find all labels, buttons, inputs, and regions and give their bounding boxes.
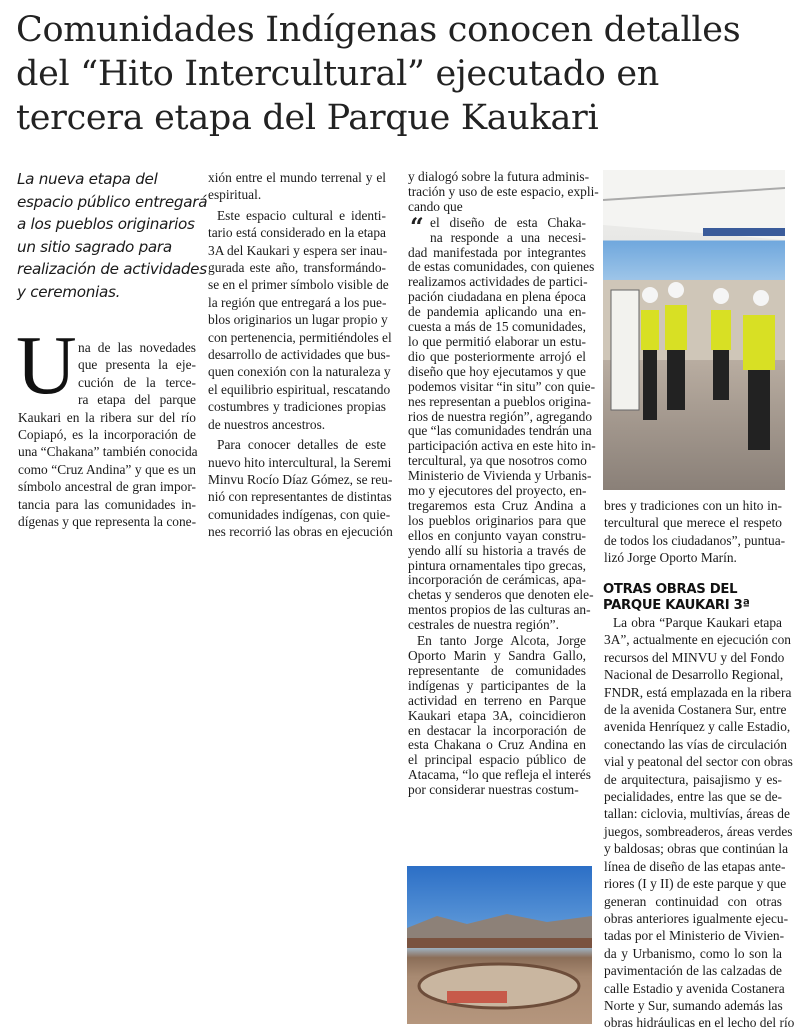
- text-line: tancia para las comunidades in-: [18, 496, 196, 512]
- text-line: mentos propios de las culturas an-: [408, 602, 591, 618]
- photo-construction-site: [407, 866, 592, 1024]
- text-line: espiritual.: [208, 187, 262, 203]
- paragraph: [604, 614, 795, 1032]
- text-line: pavimentación de las calzadas de: [604, 963, 782, 979]
- text-line: tadas por el Ministerio de Vivien-: [604, 928, 785, 944]
- text-line: cución de la terce-: [78, 374, 196, 390]
- text-line: quen conexión con la naturaleza y: [208, 364, 391, 380]
- text-line: Ministerio de Vivienda y Urbanis-: [408, 468, 592, 484]
- headline-line: Comunidades Indígenas conocen detalles: [16, 10, 741, 50]
- text-line: en destacar la incorporación de: [408, 722, 586, 738]
- text-line: La obra “Parque Kaukari etapa: [613, 615, 782, 630]
- text-line: cando que: [408, 198, 463, 214]
- text-line: obras anteriores igualmente ejecu-: [604, 910, 789, 926]
- text-line: pecialidades, entre las que se de-: [604, 789, 782, 805]
- text-line: dio que posteriormente arrojó el: [408, 348, 586, 364]
- text-line: tallan: ciclovia, multivías, áreas de: [604, 806, 790, 822]
- text-line: Atacama, “lo que refleja el interés: [408, 767, 591, 783]
- text-line: de estas comunidades, con quienes: [408, 259, 595, 275]
- text-line: ellos en conjunto vayan constru-: [408, 527, 586, 543]
- photo-illustration: [407, 866, 592, 1024]
- text-line: da y Urbanismo, como lo son la: [604, 945, 782, 961]
- text-line: lo que permitió elaborar un estu-: [408, 333, 586, 349]
- text-line: Nacional de Desarrollo Regional,: [604, 667, 784, 683]
- text-line: participación activa en este hito in-: [408, 438, 596, 454]
- text-line: 3A del Kaukari y espera ser inau-: [208, 242, 388, 258]
- text-line: cuesta a más de 15 comunidades,: [408, 319, 586, 335]
- text-line: actividad en terreno en Parque: [408, 692, 586, 708]
- text-line: Copiapó, es la incorporación de: [18, 427, 196, 443]
- text-line: de arquitectura, paisajismo y es-: [604, 771, 782, 787]
- article-deck: [17, 168, 207, 303]
- text-line: gurada este año, transformándo-: [208, 260, 386, 276]
- text-line: bres y tradiciones con un hito in-: [604, 498, 782, 513]
- text-line: avenida Henríquez y calle Estadio,: [604, 719, 791, 735]
- text-line: cestrales de nuestra región”.: [408, 617, 559, 633]
- article-headline: [16, 8, 796, 140]
- text-line: indígenas y participantes de la: [408, 677, 586, 693]
- text-line: ra etapa del parque: [78, 392, 196, 408]
- deck-line: a los pueblos originarios: [17, 215, 195, 233]
- text-line: representante de comunidades: [408, 662, 586, 678]
- text-line: podemos visitar “in situ” con quie-: [408, 378, 596, 394]
- text-line: diseño que hoy ejecutamos y que: [408, 363, 586, 379]
- text-line: incorporación de cerámicas, apa-: [408, 572, 586, 588]
- text-line: tercultural, ya que nosotros como: [408, 453, 587, 469]
- text-line: Norte y Sur, sumando además las: [604, 997, 783, 1013]
- text-line: nió con representantes de distintas: [208, 489, 392, 505]
- column-3: [408, 169, 599, 799]
- column-2: [208, 169, 393, 544]
- paragraph: [18, 339, 196, 530]
- deck-line: y ceremonias.: [17, 282, 121, 301]
- text-line: y dialogó sobre la futura adminis-: [408, 169, 590, 184]
- quote-mark-icon: “: [410, 212, 424, 241]
- text-line: por considerar nuestras costum-: [408, 782, 579, 798]
- text-line: el diseño de esta Chaka-: [430, 214, 586, 230]
- text-line: como “Cruz Andina” y que es un: [18, 461, 196, 477]
- text-line: rios de nuestra región”, agregando: [408, 408, 593, 424]
- text-line: costumbres y tradiciones propias: [208, 399, 386, 415]
- photo-officials-at-site: [603, 170, 785, 490]
- paragraph: [408, 169, 599, 215]
- text-line: Este espacio cultural e identi-: [217, 207, 386, 223]
- text-line: el equilibrio espiritual, rescatando: [208, 381, 391, 397]
- column-1: [18, 339, 196, 533]
- text-line: y baldosas; obras que continúan la: [604, 841, 789, 857]
- text-line: xión entre el mundo terrenal y el: [208, 170, 386, 185]
- text-line: de nuestros ancestros.: [208, 416, 326, 432]
- text-line: símbolo ancestral de gran impor-: [18, 479, 196, 495]
- column-4-top: [604, 497, 786, 570]
- text-line: línea de diseño de las etapas ante-: [604, 858, 786, 874]
- photo-illustration: [603, 170, 785, 490]
- text-line: pintura ornamentales tipo grecas,: [408, 557, 586, 573]
- deck-line: un sitio sagrado para: [17, 237, 172, 256]
- text-line: los pueblos originarios para que: [408, 512, 586, 528]
- drop-cap: U: [16, 319, 77, 412]
- text-line: vial y peatonal del sector con obras: [604, 754, 793, 770]
- text-line: que “las comunidades tendrán una: [408, 423, 592, 439]
- text-line: pación ciudadana en plena época: [408, 289, 586, 305]
- text-line: una “Chakana” también conocida: [18, 444, 198, 460]
- text-line: obras hidráulicas en el lecho del río: [604, 1015, 795, 1031]
- paragraph: [208, 436, 393, 540]
- text-line: con pertenencia, permitiéndoles el: [208, 329, 392, 345]
- text-line: que presenta la eje-: [78, 357, 196, 373]
- text-line: el principal espacio público de: [408, 752, 586, 768]
- text-line: blos originarios un lugar propio y: [208, 312, 388, 328]
- subhead-line: OTRAS OBRAS DEL: [603, 582, 738, 597]
- text-line: Minvu Rocío Díaz Gómez, se reu-: [208, 471, 393, 487]
- headline-line: tercera etapa del Parque Kaukari: [16, 98, 599, 138]
- paragraph: [408, 633, 591, 798]
- text-line: generan continuidad con otras: [604, 893, 782, 909]
- text-line: nes recorrió las obras en ejecución: [208, 524, 393, 540]
- text-line: calle Estadio y avenida Costanera: [604, 980, 785, 996]
- text-line: comunidades indígenas, con quie-: [208, 506, 391, 522]
- paragraph: [208, 169, 386, 204]
- text-line: conectando las vías de circulación: [604, 736, 787, 752]
- section-subhead: [603, 582, 785, 614]
- text-line: tración y uso de este espacio, expli-: [408, 183, 599, 199]
- text-line: Kaukari etapa 3A, coincidieron: [408, 707, 586, 723]
- text-line: En tanto Jorge Alcota, Jorge: [417, 633, 586, 649]
- text-line: dad manifestada por integrantes: [408, 244, 586, 260]
- text-line: desarrollo de actividades que bus-: [208, 347, 391, 363]
- text-line: 3A”, actualmente en ejecución con: [604, 632, 792, 648]
- text-line: na de las novedades: [78, 340, 196, 355]
- text-line: FNDR, está emplazada en la ribera: [604, 684, 792, 700]
- text-line: esta Chakana o Cruz Andina en: [408, 737, 586, 753]
- text-line: nes representan a pueblos origina-: [408, 393, 591, 409]
- text-line: dígenas y que representa la cone-: [18, 514, 197, 530]
- deck-line: realización de actividades: [17, 260, 207, 278]
- text-line: riores (I y II) de este parque y que: [604, 876, 787, 892]
- text-line: Oporto Marin y Sandra Gallo,: [408, 648, 586, 663]
- column-4-bottom: [604, 614, 795, 1035]
- paragraph: [604, 497, 786, 567]
- text-line: de pandemia aplicando una en-: [408, 304, 586, 320]
- text-line: tregaremos esta Cruz Andina a: [408, 497, 586, 513]
- paragraph: [408, 212, 596, 633]
- deck-line: La nueva etapa del: [17, 170, 158, 188]
- text-line: tario está considerado en la etapa: [208, 225, 386, 241]
- subhead-line: PARQUE KAUKARI 3ª: [603, 598, 750, 613]
- paragraph: [208, 207, 392, 433]
- text-line: tercultural que merece el respeto: [604, 515, 782, 531]
- headline-line: del “Hito Intercultural” ejecutado en: [16, 54, 660, 94]
- text-line: Para conocer detalles de este: [217, 437, 386, 453]
- text-line: nuevo hito intercultural, la Seremi: [208, 454, 392, 470]
- text-line: de la avenida Costanera Sur, entre: [604, 702, 787, 718]
- text-line: realizamos actividades de partici-: [408, 274, 588, 290]
- text-line: juegos, sombreaderos, áreas verdes: [604, 823, 793, 839]
- text-line: chetas y senderos que denoten ele-: [408, 587, 594, 603]
- text-line: na responde a una necesi-: [430, 229, 586, 245]
- text-line: Kaukari en la ribera sur del río: [18, 409, 196, 425]
- text-line: de todos los ciudadanos”, puntua-: [604, 532, 786, 548]
- text-line: recursos del MINVU y del Fondo: [604, 649, 785, 665]
- text-line: lizó Jorge Oporto Marín.: [604, 550, 737, 566]
- text-line: se en el primer símbolo visible de: [208, 277, 389, 293]
- deck-line: espacio público entregará: [17, 192, 208, 211]
- text-line: mo y ejecutores del proyecto, en-: [408, 483, 587, 499]
- text-line: la región que entregará a los pue-: [208, 294, 387, 310]
- text-line: yendo allí su historia a través de: [408, 542, 586, 558]
